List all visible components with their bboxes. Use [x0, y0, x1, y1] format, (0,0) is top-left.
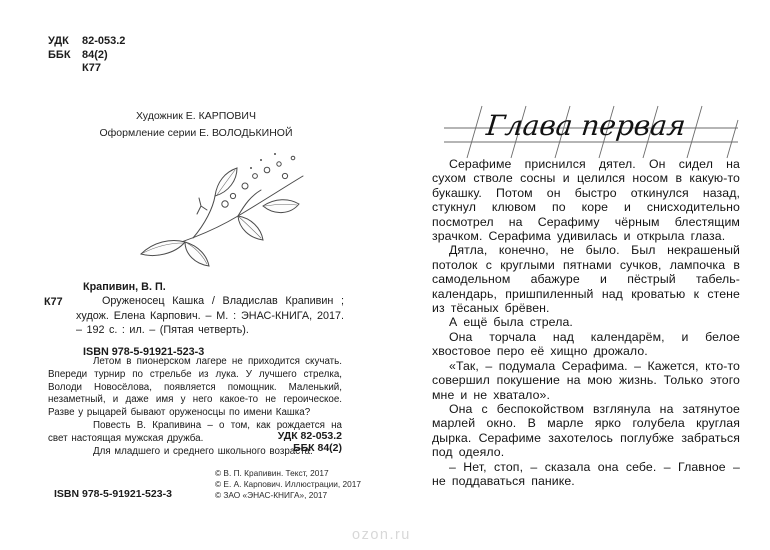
annotation-paragraph: Повесть В. Крапивина – о том, как рождается на свет настоящая мужская дружба.	[48, 419, 342, 444]
udk-bottom: УДК 82-053.2	[277, 430, 342, 442]
classification-bottom	[48, 431, 342, 454]
body-paragraph: А ещё была стрела.	[449, 315, 573, 330]
catalog-isbn: ISBN 978-5-91921-523-3	[83, 345, 205, 358]
branch-sketch-icon	[133, 146, 338, 274]
author-sign-line	[48, 62, 125, 76]
watermark: ozon.ru	[352, 527, 411, 543]
body-paragraph: Она с беспокойством взглянула на затянутое марлей окно. В марле ярко голубела круглая дырка. Серафиме захотелось поглубже забраться под одеяло.	[432, 401, 740, 460]
artist-credit: Художник Е. КАРПОВИЧ	[136, 110, 256, 122]
annotation-paragraph: Для младшего и среднего школьного возраста.	[93, 445, 313, 457]
catalog-description: Оруженосец Кашка / Владислав Крапивин ; худож. Елена Карпович. – М. : ЭНАС-КНИГА, 2017. – 192 с. : ил. – (Пятая четверть).	[76, 295, 344, 337]
catalog-author-heading: Крапивин, В. П.	[83, 281, 166, 293]
copyright-line: © В. П. Крапивин. Текст, 2017	[215, 468, 329, 478]
body-paragraph: Дятла, конечно, не было. Был некрашеный потолок с круглыми пятнами сучков, лампочка в самодельном абажуре и пёстрый табель-календарь, пришпиленный над кроватью к стене из тёсаных брёвен.	[432, 243, 740, 316]
series-design-credit: Оформление серии Е. ВОЛОДЬКИНОЙ	[99, 126, 293, 139]
chapter-body-text	[432, 157, 740, 488]
catalog-card	[44, 280, 344, 359]
catalog-author-sign: К77	[44, 296, 63, 309]
body-paragraph: Она торчала над календарём, и белое хвостовое перо её хищно дрожало.	[432, 329, 740, 359]
author-sign: К77	[82, 62, 101, 74]
bbk-line	[48, 49, 125, 63]
bbk-bottom: ББК 84(2)	[293, 441, 342, 454]
botanical-branch-illustration	[133, 146, 338, 274]
bbk-value: 84(2)	[82, 48, 108, 61]
credits-block	[48, 108, 344, 141]
udk-label: УДК	[48, 35, 69, 47]
bbk-label: ББК	[48, 48, 71, 61]
catalog-entry	[44, 294, 344, 337]
chapter-title: Глава первая	[484, 109, 688, 142]
body-paragraph: Серафиме приснился дятел. Он сидел на сухом стволе сосны и целился носом в какую-то букашку. Потом он быстро откинулся назад, стукнул клювом по коре и снисходительно посмотрел на Серафиму чёрным блестящим зрачком. Серафима удивилась и открыла глаза.	[432, 157, 740, 244]
classification-top	[48, 35, 125, 76]
isbn-bottom: ISBN 978-5-91921-523-3	[54, 488, 172, 500]
copyright-block	[215, 468, 361, 500]
copyright-line: © ЗАО «ЭНАС-КНИГА», 2017	[215, 489, 328, 500]
copyright-line: © Е. А. Карпович. Иллюстрации, 2017	[215, 478, 361, 489]
udk-value: 82-053.2	[82, 35, 126, 47]
body-paragraph: «Так, – подумала Серафима. – Кажется, кто-то совершил покушение на мою жизнь. Только этого мне и не хватало».	[432, 358, 740, 402]
body-paragraph: – Нет, стоп, – сказала она себе. – Главное – не поддаваться панике.	[432, 459, 740, 488]
annotation-paragraph: Летом в пионерском лагере не приходится скучать. Впереди турнир по стрельбе из лука. У лучшего стрелка, Володи Новосёлова, появляется помощник. Маленький, незаметный, и даже имя у него какое-то не героическое. Разве у рыцарей бывают оруженосцы по имени Кашка?	[48, 356, 342, 419]
udk-line	[48, 35, 125, 49]
